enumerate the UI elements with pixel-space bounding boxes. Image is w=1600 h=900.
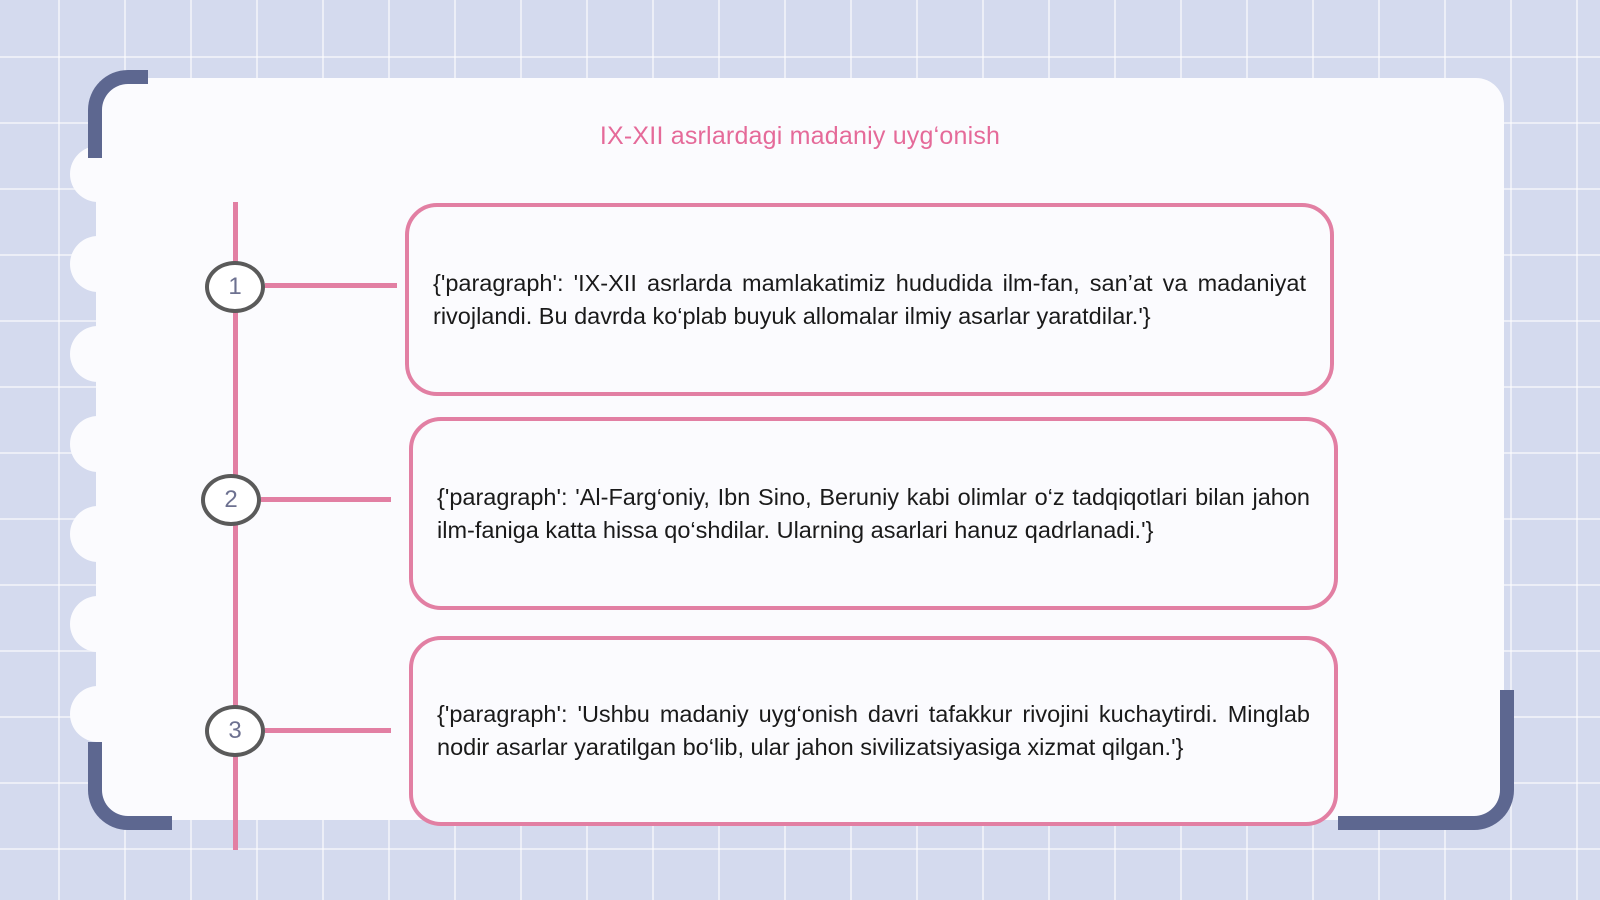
item-paragraph: {'paragraph': 'Al-Farg‘oniy, Ibn Sino, Beruniy kabi olimlar o‘z tadqiqotlari bilan jahon ilm-faniga katta hissa qo‘shdilar. Ularning asarlari hanuz qadrlanadi.'} [437,483,1310,543]
timeline-item-2 [409,417,1338,610]
slide-title: IX-XII asrlardagi madaniy uyg‘onish [599,122,1001,150]
timeline-item-1 [405,203,1334,396]
timeline-node-3: 3 [205,705,265,757]
timeline-item-3 [409,636,1338,826]
timeline-connector [261,497,391,502]
timeline-node-2: 2 [201,474,261,526]
item-paragraph: {'paragraph': 'IX-XII asrlarda mamlakatimiz hududida ilm-fan, san’at va madaniyat rivojlandi. Bu davrda ko‘plab buyuk allomalar ilmiy asarlar yaratdilar.'} [433,269,1306,329]
timeline-node-1: 1 [205,261,265,313]
timeline-connector [265,728,391,733]
timeline-connector [265,283,397,288]
corner-bracket-bottom-right [1338,690,1514,830]
item-paragraph: {'paragraph': 'Ushbu madaniy uyg‘onish davri tafakkur rivojini kuchaytirdi. Minglab nodir asarlar yaratilgan bo‘lib, ular jahon sivilizatsiyasiga xizmat qilgan.'} [437,701,1310,760]
corner-bracket-bottom-left [88,742,172,830]
